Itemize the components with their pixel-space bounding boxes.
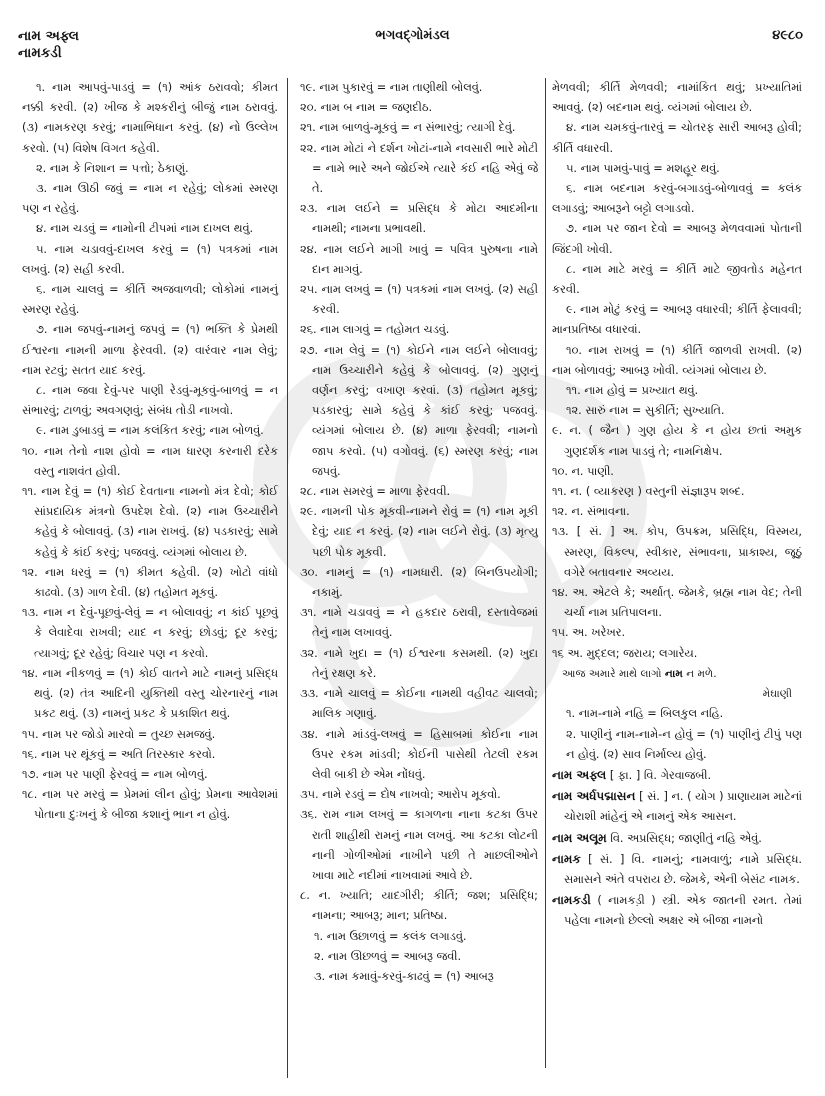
dictionary-entry	[552, 828, 802, 849]
idiom-entry: ૯. નામ ડુબાડવું = નામ કલંકિત કરવું; નામ બોળવું.	[36, 424, 264, 438]
idiom-entry: ૧૮. નામ પર મરવું = પ્રેમમાં લીન હોવું; પ્રેમના આવેશમાં પોતાના દુઃખનું કે બીજા કશાનું ભાન ન હોવું.	[22, 788, 278, 822]
idiom-entry: ૮. નામ જવા દેવું-પર પાણી રેડવું-મૂકવું-બાળવું = ન સંભારવું; ટાળવું; અવગણવું; સંબંધ તોડી નાખવો.	[22, 384, 278, 418]
idiom-entry: ૨૮. નામ સમરવું = માળા ફેરવવી.	[300, 485, 451, 499]
quotation-part: આજ અમારે માથે લાગો	[562, 667, 665, 680]
entry-headword: નામ અલૂમ	[552, 830, 607, 845]
entry-definition: [ ફા. ] વિ. ગેરવાજબી.	[606, 768, 712, 782]
book-title: ભગવદ્ગોમંડલ	[375, 28, 450, 43]
sense-definition: ૧૩. [ સં. ] અ. કોપ, ઉપક્રમ, પ્રસિદ્ધિ, વિસ્મય, સ્મરણ, વિકલ્પ, સ્વીકાર, સંભાવના, પ્રાકાશ્ય, જૂઠું વગેરે બતાવનાર અવ્યય.	[552, 525, 802, 579]
idiom-entry: ૧. નામ-નામે નહિ = બિલકુલ નહિ.	[566, 707, 724, 721]
entry-definition: ( નામકડ઼ી ) સ્ત્રી. એક જાતની રમત. તેમાં પહેલા નામનો છેલ્લો અક્ષર એ બીજા નામનો	[564, 894, 802, 928]
idiom-entry: ૨. પાણીનું નામ-નામે-ન હોવું = (૧) પાણીનું ટીપું પણ ન હોવું. (૨) સાવ નિર્માલ્ય હોવું.	[566, 727, 802, 761]
quotation-part: ન મળે.	[682, 667, 717, 680]
dictionary-entry	[552, 849, 802, 890]
idiom-entry: ૨૪. નામ લઈને માગી ખાવું = પવિત્ર પુરુષના નામે દાન માગવું.	[300, 242, 538, 276]
entry-headword: નામક	[552, 851, 581, 866]
entry-definition: વિ. અપ્રસિદ્ધ; જાણીતું નહિ એવું.	[606, 831, 762, 845]
sense-definition: ૧૬ અ. મુદ્દલ; જરાય; લગારેય.	[552, 646, 698, 660]
idiom-entry: ૧૦. નામ રાખવું = (૧) કીર્તિ જાળવી રાખવી. (૨) નામ બોળાવવું; આબરૂ ખોવી. વ્યંગમાં બોલાય છે.	[552, 343, 802, 377]
idiom-entry: ૧૨. નામ ધરવું = (૧) કીમત કહેવી. (૨) ખોટો વાંધો કાઢવો. (૩) ગાળ દેવી. (૪) તહોમત મૂકવું.	[22, 565, 278, 600]
sense-definition: ૧૨. ન. સંભાવના.	[552, 505, 630, 519]
idiom-entry: ૧૫. નામ પર જોડો મારવો = તુચ્છ સમજવું.	[22, 727, 216, 741]
quotation	[552, 664, 802, 684]
sense-definition: ૧૪. અ. એટલે કે; અર્થાત્. જેમકે, બ્રહ્મ નામ વેદ; તેની ચર્ચા નામ પ્રતિપાલના.	[552, 586, 802, 620]
sense-definition: ૧૦. ન. પાણી.	[552, 464, 614, 478]
idiom-entry: ૪. નામ ચમકવું-તારવું = ચોતરફ સારી આબરૂ હોવી; કીર્તિ વધારવી.	[552, 121, 802, 155]
idiom-entry: ૨૯. નામની પોક મૂકવી-નામને રોવું = (૧) નામ મૂકી દેવું; યાદ ન કરવું. (૨) નામ લઈને રોવું. (૩) મૃત્યુ પછી પોક મૂકવી.	[300, 505, 538, 559]
idiom-entry: ૨. નામ કે નિશાન = પત્તો; ઠેકાણું.	[36, 161, 189, 175]
sense-definition: ૧૧. ન. ( વ્યાકરણ ) વસ્તુની સંજ્ઞારૂપ શબ્દ.	[552, 485, 745, 499]
idiom-entry: ૨૩. નામ લઈને = પ્રસિદ્ધ કે મોટા આદમીના નામથી; નામના પ્રભાવથી.	[300, 202, 538, 236]
page-header	[0, 28, 825, 76]
idiom-entry: ૩૩. નામે ચાલવું = કોઈના નામથી વહીવટ ચાલવો; માલિક ગણાવું.	[300, 687, 538, 721]
idiom-entry: ૭. નામ પર જાન દેવો = આબરૂ મેળવવામાં પોતાની જિંદગી ખોવી.	[552, 222, 802, 256]
idiom-entry: ૧૬. નામ પર થૂંકવું = અતિ તિરસ્કાર કરવો.	[22, 747, 216, 761]
idiom-entry: ૬. નામ ચાલવું = કીર્તિ અજવાળવી; લોકોમાં નામનું સ્મરણ રહેવું.	[22, 283, 278, 317]
page-number: ૪૯૮૦	[772, 28, 803, 43]
idiom-entry: ૧૨. સારું નામ = સુકીર્તિ; સુખ્યાતિ.	[566, 404, 725, 418]
sense-definition: ૯. ન. ( જૈન ) ગુણ હોય કે ન હોય છતાં અમુક ગુણદર્શક નામ પાડવું તે; નામનિક્ષેપ.	[552, 424, 802, 458]
dictionary-entry	[552, 786, 802, 827]
idiom-entry: ૫. નામ ચડાવવું-દાખલ કરવું = (૧) પત્રકમાં નામ લખવું. (૨) સહી કરવી.	[22, 242, 278, 276]
entry-headword: નામકડી	[552, 893, 591, 908]
idiom-entry: ૨૨. નામ મોટાં ને દર્શન ખોટાં-નામે નવસારી ભારે મોટી = નામે ભારે અને જોઈએ ત્યારે કંઈ નહિ એવું જે તે.	[300, 141, 538, 196]
entry-headword: નામ અફ્લ	[552, 767, 607, 782]
idiom-entry: ૨૭. નામ લેવું = (૧) કોઈને નામ લઈને બોલાવવું; નામ ઉચ્ચારીને કહેવું કે બોલાવવું. (૨) ગુણનું વર્ણન કરવું; વખાણ કરવાં. (૩) તહોમત મૂકવું; પડકારવું; સામે કહેવું કે કાંઈ કરવું; પજવવું. વ્યંગમાં બોલાય છે. (૪) માળા ફેરવવી; નામનો જાપ કરવો. (૫) વગોવવું. (૬) સ્મરણ કરવું; નામ જપવું.	[300, 343, 538, 478]
idiom-entry: ૧૯. નામ પુકારવું = નામ તાણીથી બોલવું.	[300, 81, 483, 94]
idiom-entry: ૩. નામ કમાવું-કરવું-કાઢવું = (૧) આબરૂ	[314, 969, 494, 983]
idiom-entry: ૪. નામ ચડવું = નામોની ટીપમાં નામ દાખલ થવું.	[36, 222, 254, 236]
idiom-entry: મેળવવી; કીર્તિ મેળવવી; નામાંકિત થવું; પ્રખ્યાતિમાં આવવું. (૨) બદનામ થવું. વ્યંગમાં બોલાય છે.	[552, 81, 802, 115]
idiom-entry: ૨૫. નામ લખવું = (૧) પત્રકમાં નામ લખવું. (૨) સહી કરવી.	[300, 283, 538, 317]
idiom-entry: ૨૧. નામ બાળવું-મૂકવું = ન સંભારવું; ત્યાગી દેવું.	[300, 121, 516, 135]
entry-definition: [ સં. ] ન. ( યોગ ) પ્રાણાયામ માટેનાં ચોરાશી માંહેનું એ નામનું એક આસન.	[564, 790, 802, 824]
quotation-attribution: મેઘાણી	[762, 688, 792, 701]
idiom-entry: ૨. નામ ઊછળવું = આબરૂ જવી.	[314, 949, 462, 963]
idiom-entry: ૩૬. રામ નામ લખવું = કાગળના નાના કટકા ઉપર રાતી શાહીથી રામનું નામ લખવું. આ કટકા લોટની નાની ગોળીઓમાં નાખીને પછી તે માછલીઓને ખાવા માટે નદીમાં નાખવામાં આવે છે.	[300, 808, 538, 882]
idiom-entry: ૨૬. નામ લાગવું = તહોમત ચડવું.	[300, 323, 450, 337]
idiom-entry: ૧૩. નામ ન દેવું-પૂછવું-લેવું = ન બોલાવવું; ન કાંઈ પૂછવું કે લેવાદેવા રાખવી; યાદ ન કરવું; છોડવું; દૂર કરવું; ત્યાગવું; દૂર રહેવું; વિચાર પણ ન કરવો.	[22, 606, 278, 660]
guide-word-first: નામ અફ્લ	[18, 28, 80, 44]
column-divider-2	[545, 78, 546, 1068]
idiom-entry: ૩૦. નામનું = (૧) નામધારી. (૨) બિનઉપયોગી; નકામું.	[300, 565, 538, 600]
idiom-entry: ૧. નામ ઉછાળવું = કલંક લગાડવું.	[314, 929, 467, 943]
idiom-entry: ૧૧. નામ હોવું = પ્રખ્યાત થવું.	[566, 384, 699, 398]
idiom-entry: ૮. નામ માટે મરવું = કીર્તિ માટે જીવતોડ મહેનત કરવી.	[552, 262, 802, 297]
dictionary-entry	[552, 765, 802, 786]
entry-definition: [ સં. ] વિ. નામનું; નામવાળું; નામે પ્રસિદ્ધ. સમાસને અંતે વપરાય છે. જેમકે, એની બેસંટ નામક.	[564, 852, 802, 886]
idiom-entry: ૩. નામ ઊઠી જવું = નામ ન રહેવું; લોકમાં સ્મરણ પણ ન રહેવું.	[22, 182, 278, 216]
idiom-entry: ૧. નામ આપવું-પાડવું = (૧) આંક ઠરાવવો; કીમત નક્કી કરવી. (૨) ખીજ કે મશ્કરીનું બીજું નામ ઠરાવવું. (૩) નામકરણ કરવું; નામાભિધાન કરવું. (૪) નો ઉલ્લેખ કરવો. (૫) વિશેષ વિગત કહેવી.	[22, 81, 278, 155]
idiom-entry: ૧૧. નામ દેવું = (૧) કોઈ દેવતાના નામનો મંત્ર દેવો; કોઈ સાંપ્રદાયિક મંત્રનો ઉપદેશ દેવો. (૨) નામ ઉચ્ચારીને કહેવું કે બોલાવવું. (૩) નામ રાખવું. (૪) પડકારવું; સામે કહેવું કે કાંઈ કરવું; પજવવું. વ્યંગમાં બોલાય છે.	[22, 485, 278, 559]
idiom-entry: ૧૪. નામ નીકળવું = (૧) કોઈ વાતને માટે નામનું પ્રસિદ્ધ થવું. (૨) તંત્ર આદિની યુક્તિથી વસ્તુ ચોરનારનું નામ પ્રકટ થવું. (૩) નામનું પ્રકટ કે પ્રકાશિત થવું.	[22, 666, 278, 721]
column-divider-1	[287, 78, 288, 1078]
guide-word-last: નામકડી	[18, 45, 62, 61]
sense-definition: ૮. ન. ખ્યાતિ; યાદગીરી; કીર્તિ; જશ; પ્રસિદ્ધિ; નામના; આબરૂ; માન; પ્રતિષ્ઠા.	[300, 889, 538, 923]
idiom-entry: ૬. નામ બદનામ કરવું-બગાડવું-બોળાવવું = કલંક લગાડવું; આબરૂને બટ્ટો લગાડવો.	[552, 182, 802, 216]
sense-definition: ૧૫. અ. ખરેખર.	[552, 626, 626, 640]
idiom-entry: ૩૪. નામે માંડવું-લખવું = હિસાબમાં કોઈના નામ ઉપર રકમ માંડવી; કોઈની પાસેથી તેટલી રકમ લેવી બાકી છે એમ નોંધવું.	[300, 727, 538, 781]
idiom-entry: ૨૦. નામ બ નામ = જણદીઠ.	[300, 101, 433, 115]
quotation-part: નામ	[664, 667, 683, 680]
idiom-entry: ૫. નામ પામવું-પાવું = મશહૂર થવું.	[566, 161, 720, 175]
idiom-entry: ૯. નામ મોટું કરવું = આબરૂ વધારવી; કીર્તિ ફેલાવવી; માનપ્રતિષ્ઠા વધારવાં.	[552, 303, 802, 337]
idiom-entry: ૩૨. નામે ખુદા = (૧) ઈશ્વરના કસમથી. (૨) ખુદા તેનું રક્ષણ કરે.	[300, 646, 538, 680]
idiom-entry: ૧૭. નામ પર પાણી ફેરવવું = નામ બોળવું.	[22, 767, 208, 781]
dictionary-entry	[552, 890, 802, 931]
idiom-entry: ૭. નામ જપવું-નામનું જપવું = (૧) ભક્તિ કે પ્રેમથી ઈશ્વરના નામની માળા ફેરવવી. (૨) વારંવાર નામ લેવું; નામ રટવું; સતત યાદ કરવું.	[22, 323, 278, 377]
column-1	[22, 78, 278, 826]
entry-headword: નામ અર્ધપદ્માસન	[552, 789, 636, 804]
column-3	[552, 78, 802, 932]
idiom-entry: ૩૧. નામે ચડાવવું = ને હકદાર ઠરાવી, દસ્તાવેજમાં તેનું નામ લખાવવું.	[300, 606, 538, 640]
idiom-entry: ૧૦. નામ તેનો નાશ હોવો = નામ ધારણ કરનારી દરેક વસ્તુ નાશવંત હોવી.	[22, 444, 278, 478]
column-2	[300, 78, 538, 987]
idiom-entry: ૩૫. નામે રડવું = દોષ નાખવો; આરોપ મૂકવો.	[300, 788, 501, 802]
